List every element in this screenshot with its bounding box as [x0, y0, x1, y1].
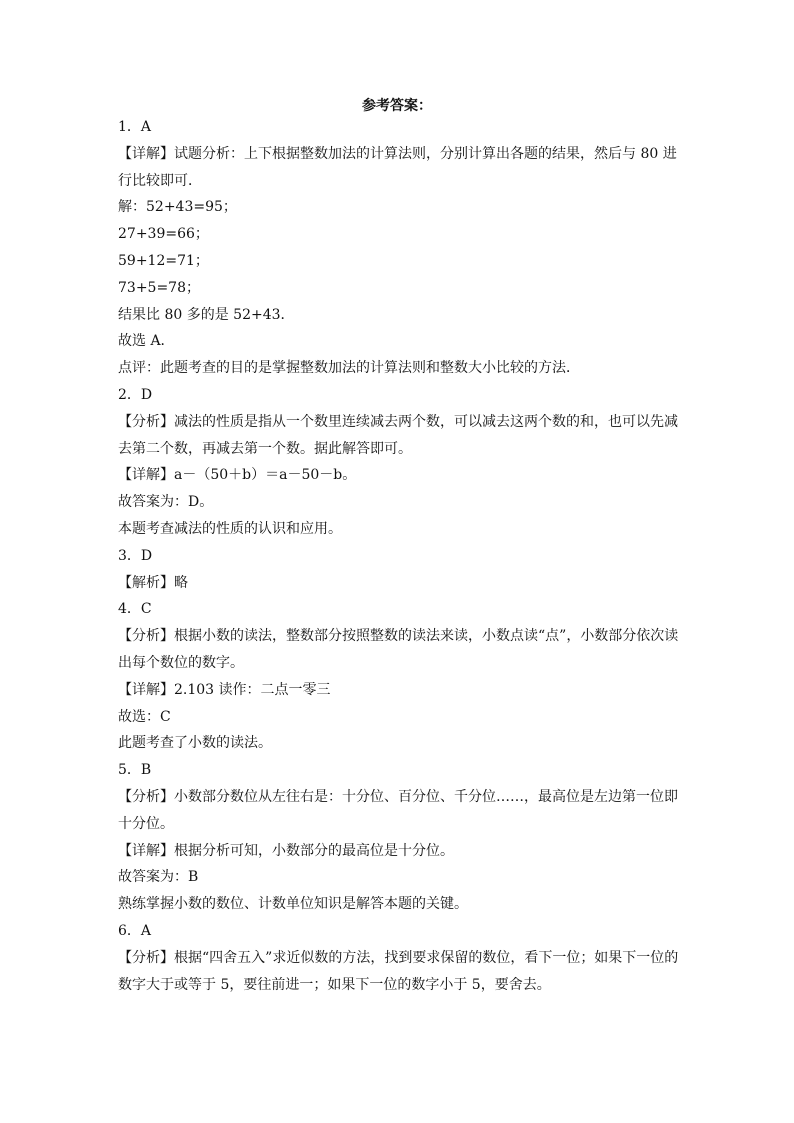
text-line: 去第二个数，再减去第一个数。据此解答即可。 — [118, 440, 412, 457]
text-line: 27+39=66； — [118, 226, 209, 243]
text-line: 解：52+43=95； — [118, 199, 237, 216]
text-line: 行比较即可． — [118, 172, 202, 189]
text-line: 73+5=78； — [118, 279, 200, 296]
text-line: 故答案为：D。 — [118, 494, 214, 511]
text-line: 59+12=71； — [118, 252, 209, 269]
text-line: 【解析】略 — [118, 574, 188, 591]
text-line: 此题考查了小数的读法。 — [118, 735, 272, 752]
text-line: 【分析】根据小数的读法，整数部分按照整数的读法来读，小数点读“点”，小数部分依次读 — [118, 628, 678, 645]
text-line: 4．C — [118, 601, 152, 618]
text-line: 【分析】小数部分数位从左往右是：十分位、百分位、千分位……，最高位是左边第一位即 — [118, 788, 678, 805]
text-line: 故答案为：B — [118, 869, 199, 886]
page-title: 参考答案： — [362, 98, 432, 114]
text-line: 【详解】根据分析可知，小数部分的最高位是十分位。 — [118, 842, 454, 859]
text-line: 出每个数位的数字。 — [118, 654, 244, 671]
text-line: 6．A — [118, 922, 152, 939]
text-line: 故选：C — [118, 708, 171, 725]
text-line: 数字大于或等于 5，要往前进一；如果下一位的数字小于 5，要舍去。 — [118, 976, 551, 993]
text-line: 结果比 80 多的是 52+43． — [118, 306, 295, 323]
text-line: 5．B — [118, 762, 152, 779]
text-line: 3．D — [118, 547, 153, 564]
text-line: 熟练掌握小数的数位、计数单位知识是解答本题的关键。 — [118, 896, 468, 913]
text-line: 1．A — [118, 119, 152, 135]
text-line: 2．D — [118, 386, 153, 403]
text-line: 本题考查减法的性质的认识和应用。 — [118, 520, 342, 537]
text-line: 【分析】减法的性质是指从一个数里连续减去两个数，可以减去这两个数的和，也可以先减 — [118, 413, 678, 430]
text-line: 点评：此题考查的目的是掌握整数加法的计算法则和整数大小比较的方法． — [118, 360, 580, 377]
answer-content — [118, 114, 678, 998]
text-line: 【详解】2.103 读作：二点一零三 — [118, 681, 331, 698]
text-line: 【详解】试题分析：上下根据整数加法的计算法则，分别计算出各题的结果，然后与 80 进 — [118, 145, 677, 162]
text-line: 十分位。 — [118, 815, 174, 832]
text-line: 【详解】a－（50＋b）＝a－50－b。 — [118, 467, 357, 484]
text-line: 【分析】根据“四舍五入”求近似数的方法，找到要求保留的数位，看下一位；如果下一位的 — [118, 949, 678, 966]
text-line: 故选 A． — [118, 333, 175, 350]
